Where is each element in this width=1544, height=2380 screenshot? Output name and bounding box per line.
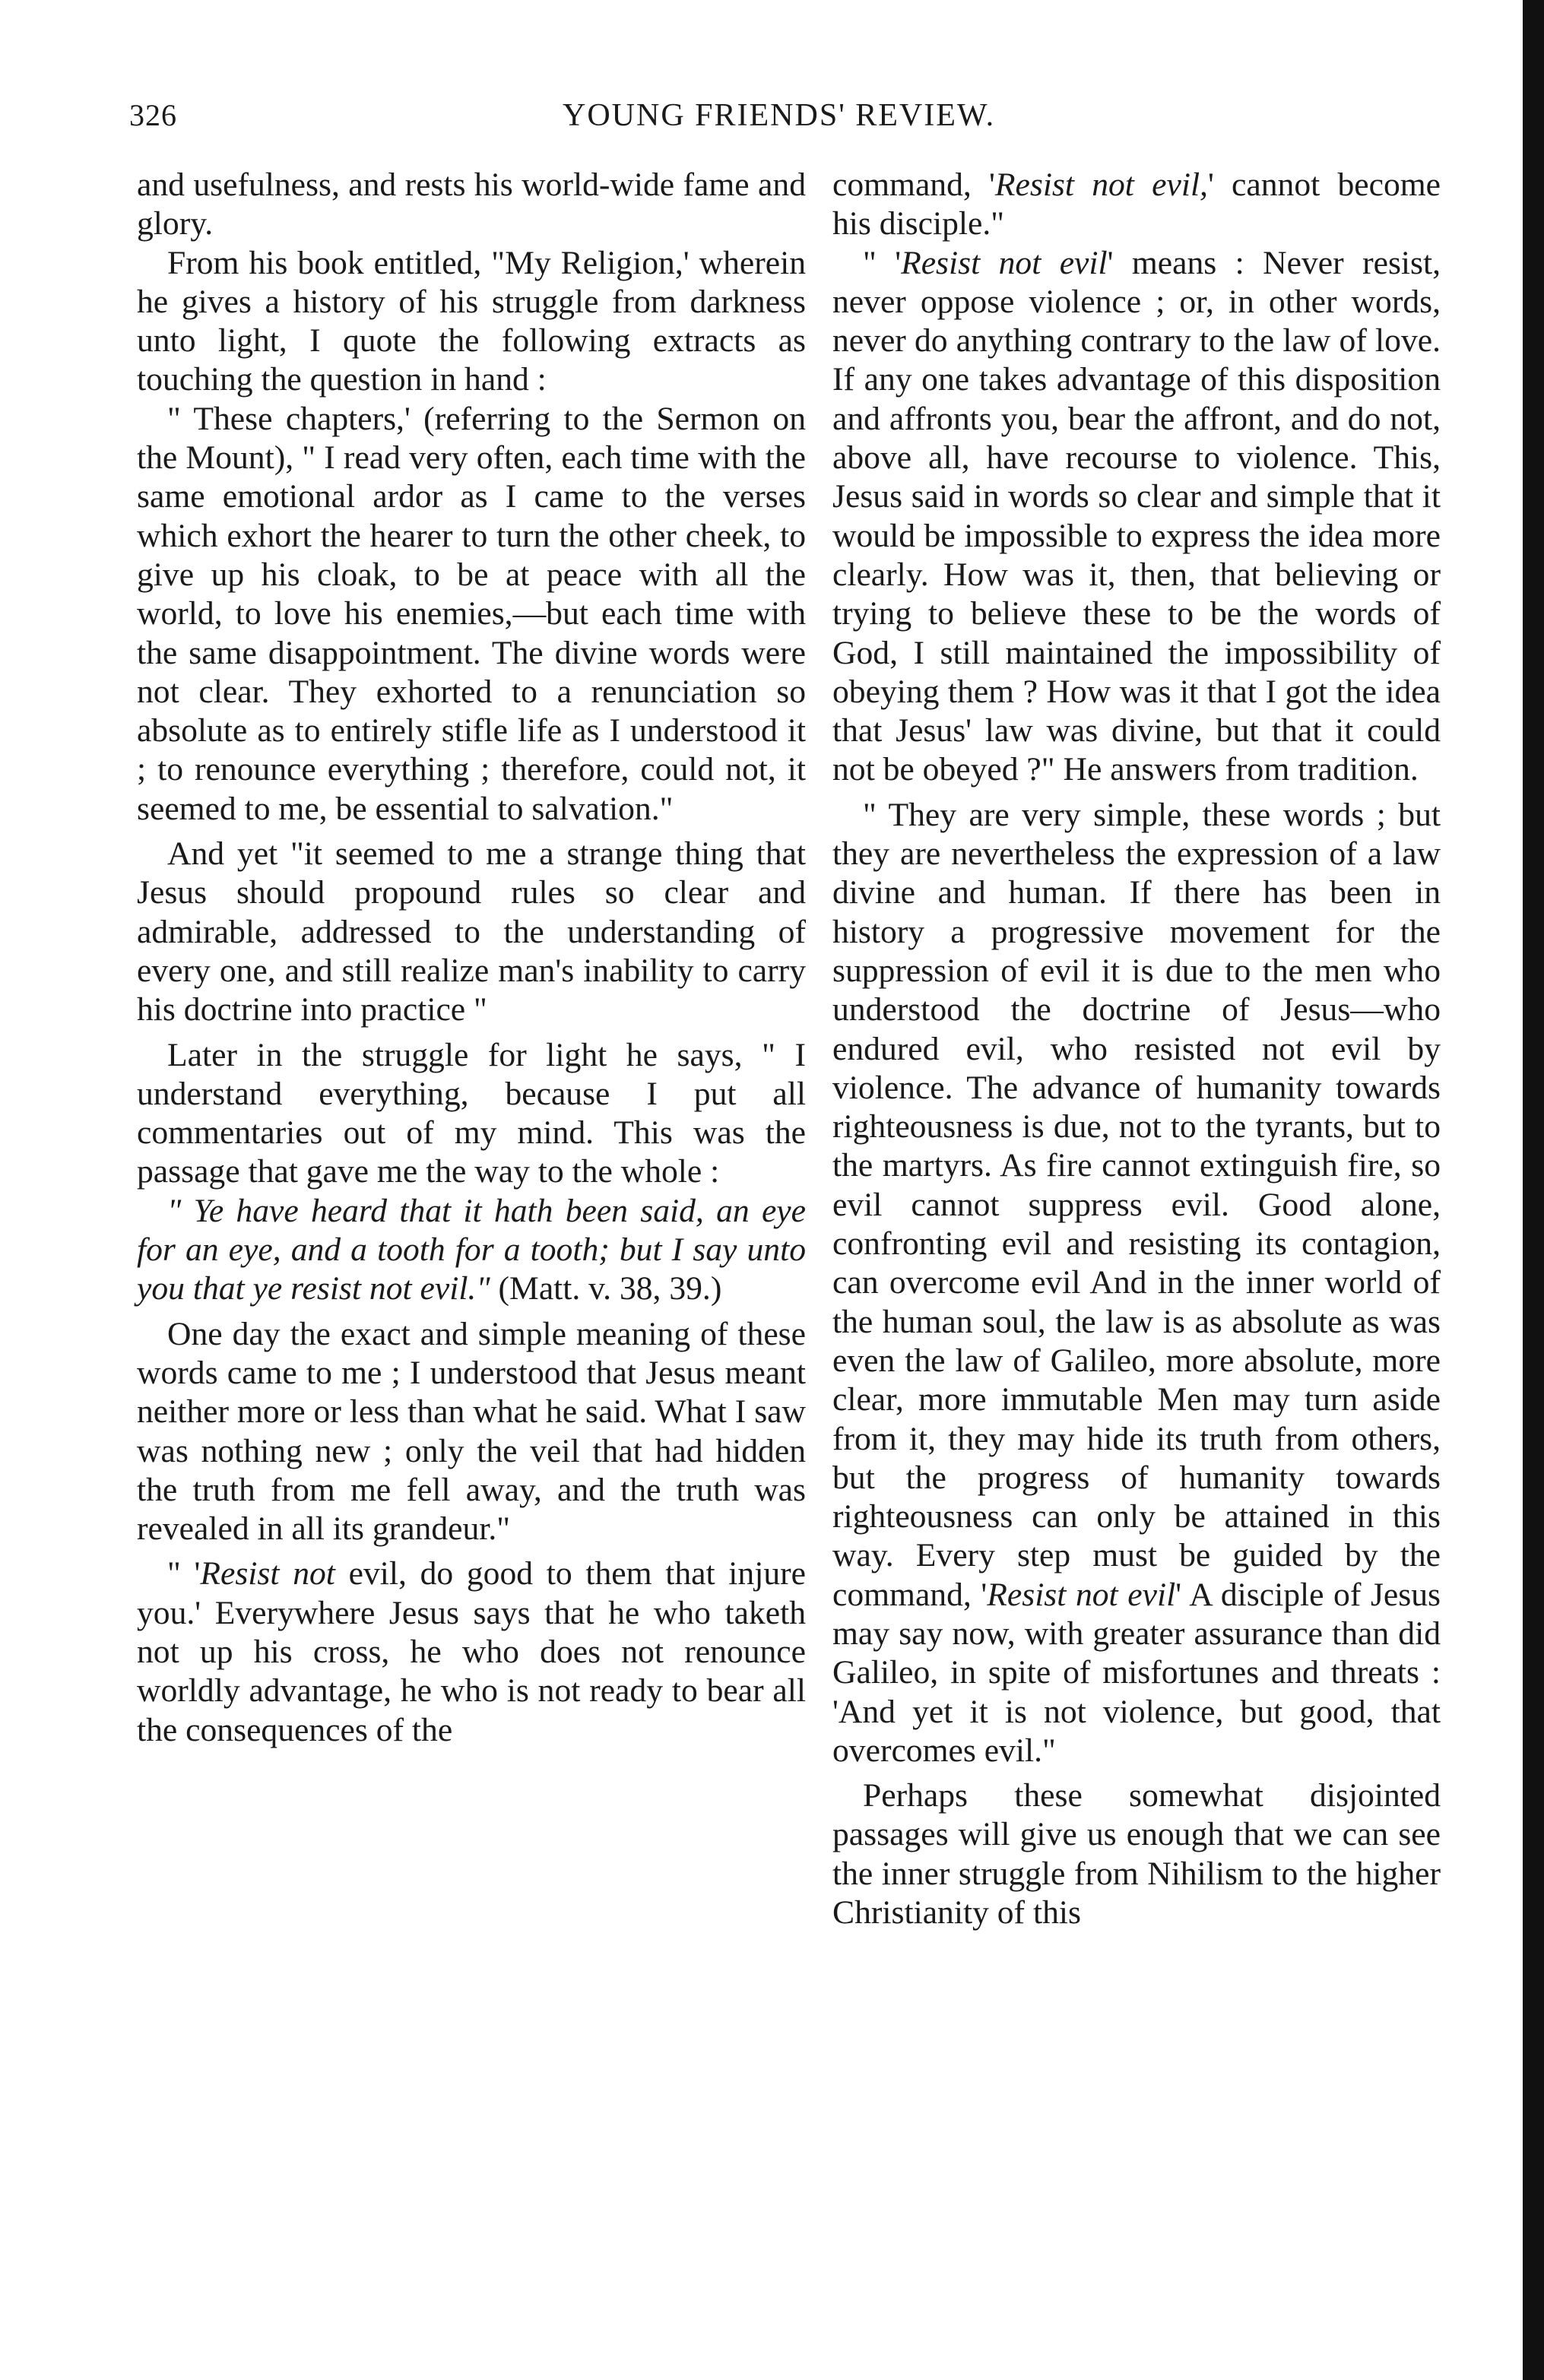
command-text-b: ' cannot become his disciple." bbox=[832, 166, 1441, 242]
left-column bbox=[137, 166, 806, 1750]
emphasis-resist-not-evil: Resist not evil, bbox=[994, 166, 1208, 203]
command-text-a: command, ' bbox=[832, 166, 995, 203]
paragraph-simple-words bbox=[832, 796, 1441, 1770]
paragraph-struggle: Later in the struggle for light he says, " I understand everything, because I put all commentaries out of my mind. This was the passage that gave me the way to the whole : bbox=[137, 1036, 806, 1190]
simple-words-text: " They are very simple, these words ; but they are nevertheless the expression of a law divine and human. If there has been in history a progressive movement for the suppression of evil it is due to the men who understood the doctrine of Jesus—who endured evil, who resisted not evil by violence. The advance of humanity towards righteousness is due, not to the tyrants, but to the martyrs. As fire cannot extinguish fire, so evil cannot suppress evil. Good alone, confronting evil and resisting its contagion, can overcome evil And in the inner world of the human soul, the law is as absolute as was even the law of Galileo, more absolute, more clear, more immutable Men may turn aside from it, they may hide its truth from others, but the progress of humanity towards righteousness can only be attained in this way. Every step must be guided by the command, ' bbox=[832, 796, 1441, 1613]
paragraph-conclusion: Perhaps these somewhat disjointed passages will give us enough that we can see the inner struggle from Nihilism to the higher Christianity of this bbox=[832, 1777, 1441, 1932]
page-header bbox=[129, 97, 1422, 143]
paragraph-sermon-quote: " These chapters,' (referring to the Sermon on the Mount), " I read very often, each time with the same emotional ardor as I came to the verses which exhort the hearer to turn the other cheek, to give up his cloak, to be at peace with all the world, to love his enemies,—but each time with the same disappointment. The divine words were not clear. They exhorted to a renunciation so absolute as to entirely stifle life as I understood it ; to renounce everything ; therefore, could not, it seemed to me, be essential to salvation." bbox=[137, 400, 806, 827]
paragraph-resist-not bbox=[137, 1554, 806, 1749]
quote-open: " ' bbox=[167, 1555, 201, 1592]
page-number: 326 bbox=[129, 98, 177, 132]
scripture-text: " Ye have heard that it hath been said, an eye for an eye, and a tooth for a tooth; but I say unto you that ye resist not evil." bbox=[137, 1192, 806, 1307]
paragraph-book-intro: From his book entitled, "My Religion,' wherein he gives a history of his struggle from darkness unto light, I quote the following extracts as touching the question in hand : bbox=[137, 244, 806, 398]
quote-open: " ' bbox=[863, 244, 902, 281]
paragraph-scripture-quote bbox=[137, 1192, 806, 1309]
paragraph-revelation: One day the exact and simple meaning of these words came to me ; I understood that Jesus meant neither more or less than what he said. What I saw was nothing new ; only the veil that had hidden the truth from me fell away, and the truth was revealed in all its grandeur." bbox=[137, 1315, 806, 1548]
scan-edge-shadow bbox=[1523, 0, 1544, 2380]
right-column bbox=[832, 166, 1441, 1932]
emphasis-resist-not-evil: Resist not evil bbox=[987, 1576, 1176, 1613]
emphasis-resist-not-evil: Resist not evil bbox=[901, 244, 1108, 281]
simple-words-rest: ' A disciple of Jesus may say now, with greater assurance than did Galileo, in spite of misfortunes and threats : 'And yet it is not violence, but good, that overcomes evil." bbox=[832, 1576, 1441, 1769]
never-resist-text: ' means : Never resist, never oppose violence ; or, in other words, never do anything contrary to the law of love. If any one takes advantage of this disposition and affronts you, bear the affront, and do not, above all, have recourse to violence. This, Jesus said in words so clear and simple that it would be impossible to express the idea more clearly. How was it, then, that believing or trying to believe these to be the words of God, I still maintained the impossibility of obeying them ? How was it that I got the idea that Jesus' law was divine, but that it could not be obeyed ?" He answers from tradition. bbox=[832, 244, 1441, 788]
paragraph-resist-not-text: evil, do good to them that injure you.' Everywhere Jesus says that he who taketh not up his cross, he who does not renounce worldly advantage, he who is not ready to bear all the consequences of the bbox=[137, 1555, 806, 1748]
paragraph-command bbox=[832, 166, 1441, 244]
paragraph-strange-thing: And yet "it seemed to me a strange thing that Jesus should propound rules so clear and admirable, addressed to the understanding of every one, and still realize man's inability to carry his doctrine into practice " bbox=[137, 835, 806, 1028]
paragraph-continuation: and usefulness, and rests his world-wide fame and glory. bbox=[137, 166, 806, 242]
paragraph-never-resist bbox=[832, 244, 1441, 790]
scripture-reference: (Matt. v. 38, 39.) bbox=[490, 1270, 722, 1307]
emphasis-resist-not: Resist not bbox=[200, 1555, 335, 1592]
journal-title: YOUNG FRIENDS' REVIEW. bbox=[563, 98, 996, 133]
